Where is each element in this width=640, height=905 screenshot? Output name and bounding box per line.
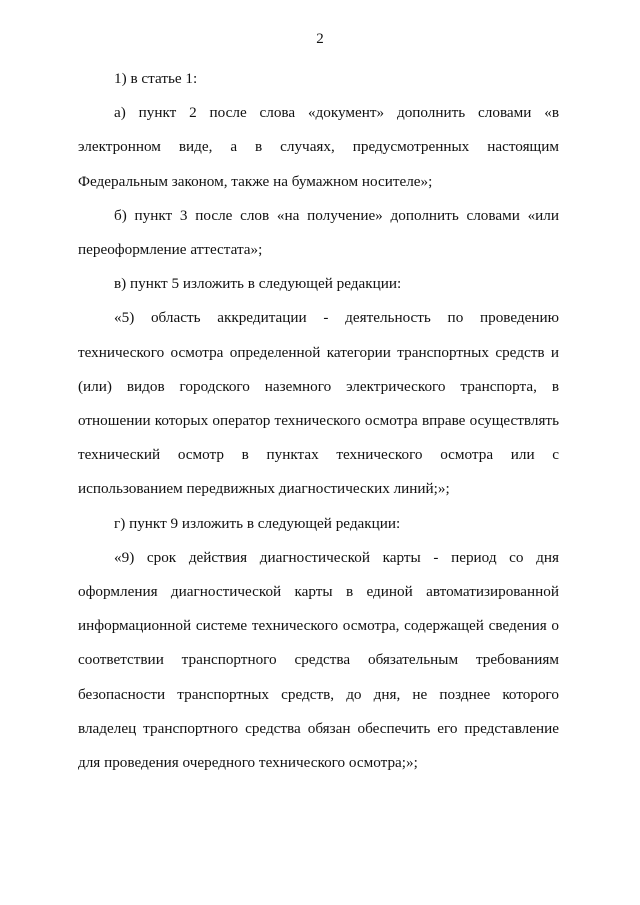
page-number: 2 <box>316 31 324 47</box>
paragraph-item-v: в) пункт 5 изложить в следующей редакции: <box>114 275 402 293</box>
paragraph-item-5-definition: «5) область аккредитации - деятельность по проведению технического осмотра определенной категории транспортных средств и (или) видов городского наземного электрического транспорта, в отношении которых оператор технического осмотра вправе осуществлять технический осмотр в пунктах технического осмотра или с использованием передвижных диагностических линий;»; <box>78 309 559 498</box>
paragraph-item-b: б) пункт 3 после слов «на получение» дополнить словами «или переоформление аттестата»; <box>78 206 559 259</box>
paragraph-item-a: а) пункт 2 после слова «документ» дополнить словами «в электронном виде, а в случаях, предусмотренных настоящим Федеральным законом, также на бумажном носителе»; <box>78 104 559 190</box>
document-body <box>78 62 559 780</box>
paragraph-article-1-intro: 1) в статье 1: <box>114 70 198 87</box>
paragraph-item-g: г) пункт 9 изложить в следующей редакции: <box>114 514 401 532</box>
paragraph-item-9-definition: «9) срок действия диагностической карты - период со дня оформления диагностической карты в единой автоматизированной информационной системе технического осмотра, содержащей сведения о соответствии транспортного средства обязательным требованиям безопасности транспортных средств, до дня, не позднее которого владелец транспортного средства обязан обеспечить его представление для проведения очередного технического осмотра;»; <box>78 548 559 772</box>
